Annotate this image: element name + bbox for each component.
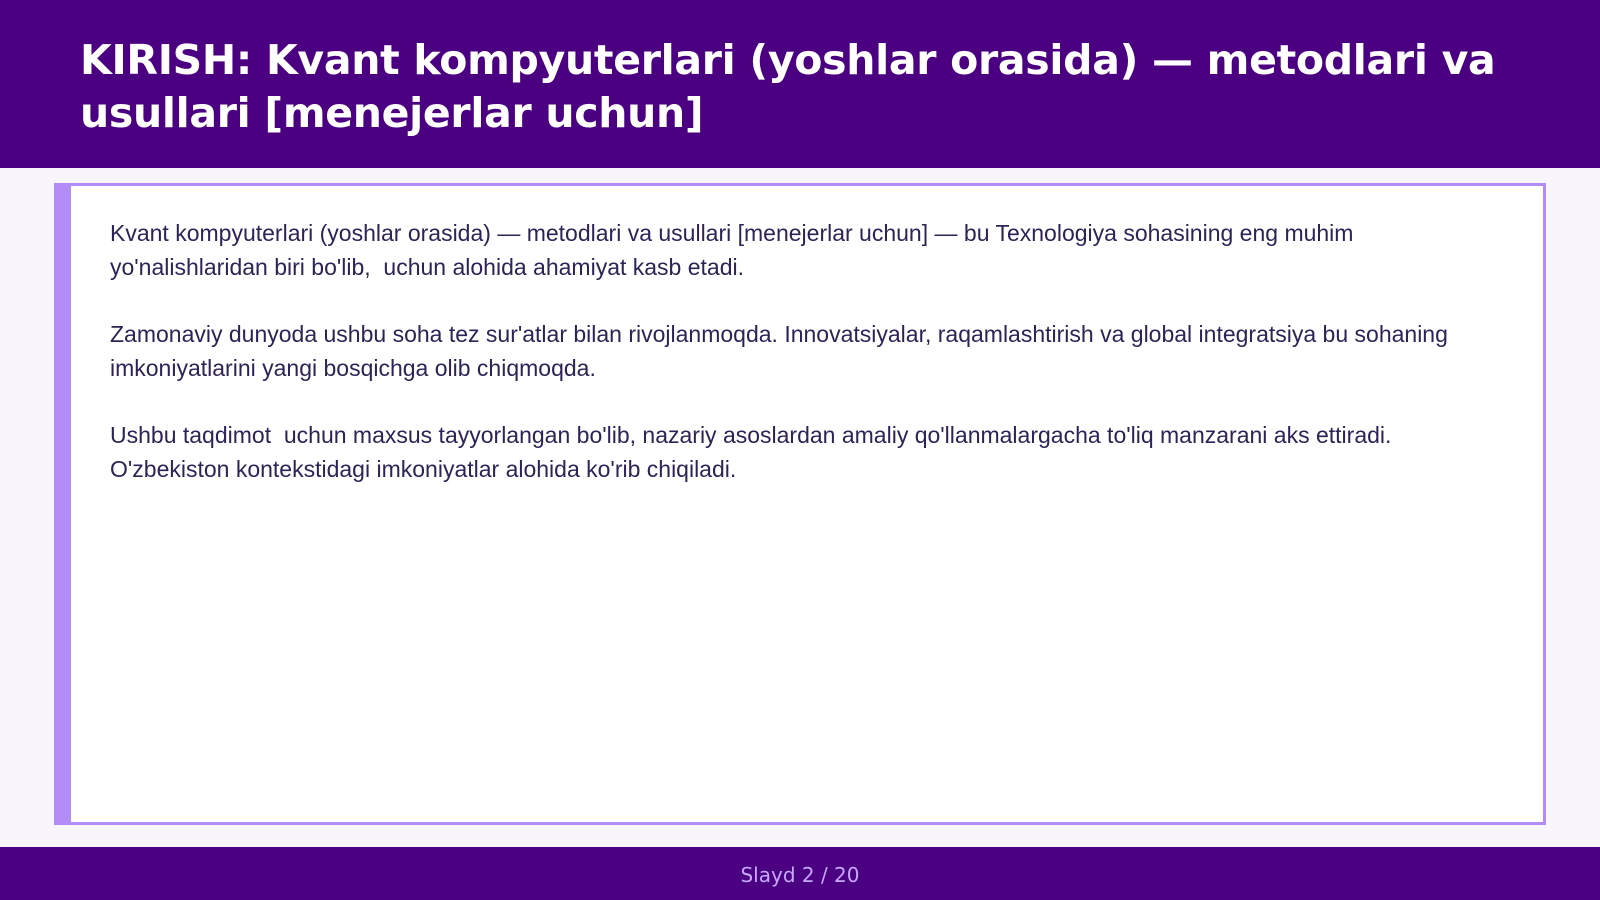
slide-header [0,0,1600,168]
paragraph-intro: Kvant kompyuterlari (yoshlar orasida) — metodlari va usullari [menejerlar uchun] — bu Texnologiya sohasining eng muhim yo'nalishlaridan biri bo'lib, uchun alohida ahamiyat kasb etadi. [110,220,1360,280]
slide-title: KIRISH: Kvant kompyuterlari (yoshlar orasida) — metodlari va usullari [menejerlar uchun] [80,36,1496,137]
slide-footer [0,847,1600,900]
paragraph-modern-world: Zamonaviy dunyoda ushbu soha tez sur'atlar bilan rivojlanmoqda. Innovatsiyalar, raqamlashtirish va global integratsiya bu sohaning imkoniyatlarini yangi bosqichga olib chiqmoqda. [110,321,1455,381]
slide-counter: Slayd 2 / 20 [740,863,860,887]
content-panel [54,183,1546,825]
paragraph-presentation-scope: Ushbu taqdimot uchun maxsus tayyorlangan bo'lib, nazariy asoslardan amaliy qo'llanmalargacha to'liq manzarani aks ettiradi. O'zbekiston kontekstidagi imkoniyatlar alohida ko'rib chiqiladi. [110,422,1398,482]
